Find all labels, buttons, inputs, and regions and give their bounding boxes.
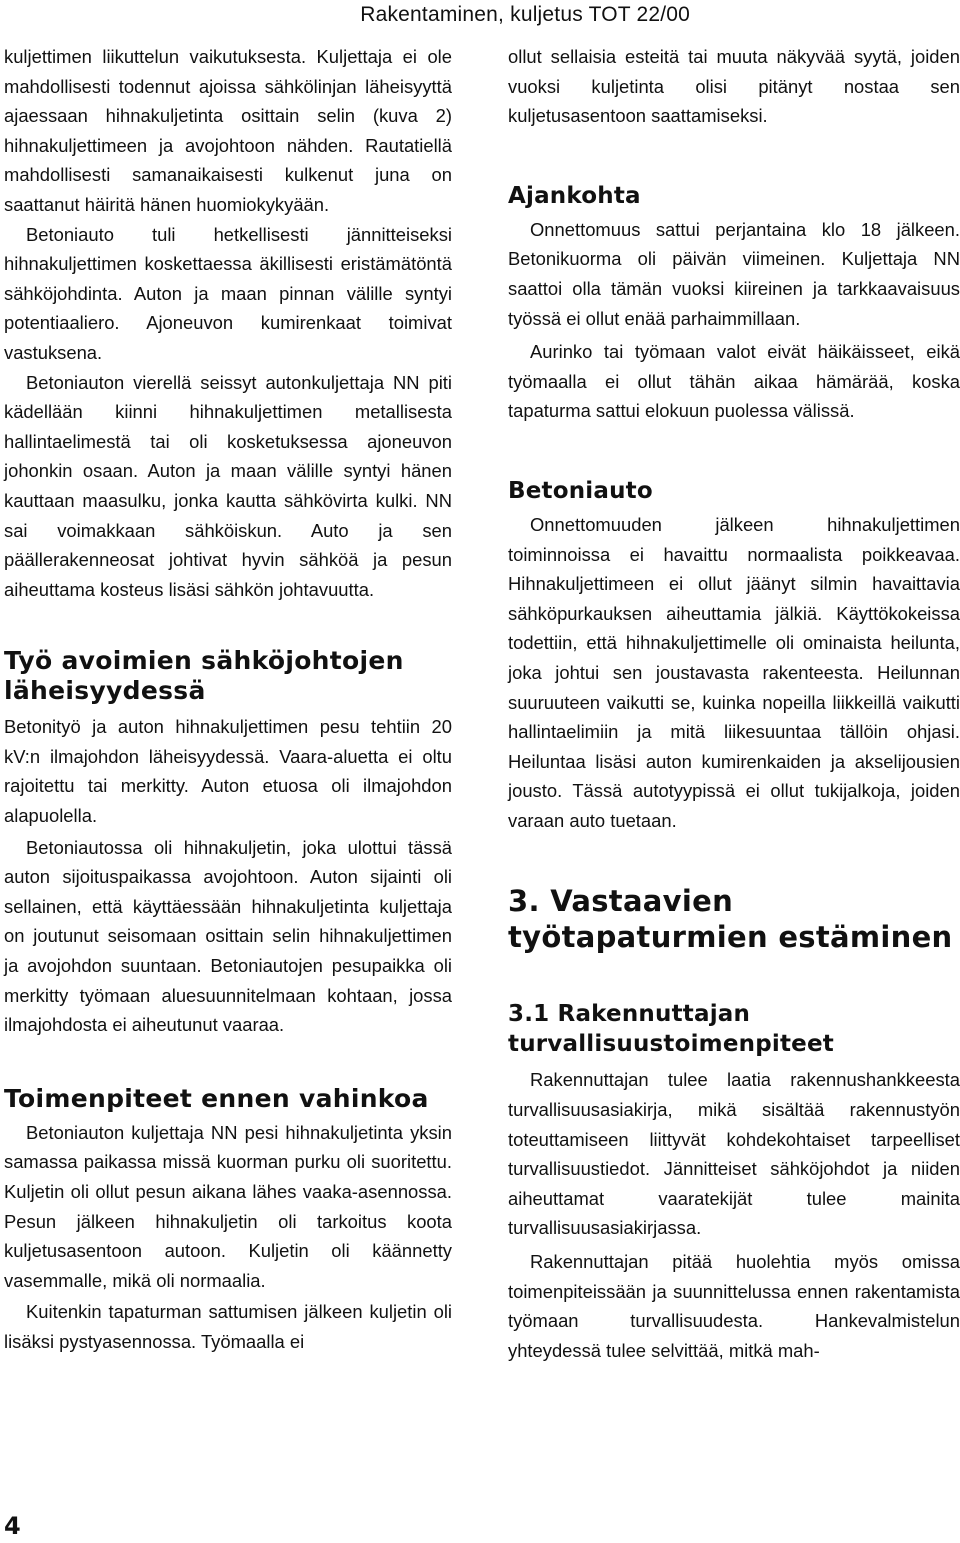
- paragraph: Betonityö ja auton hihnakuljettimen pesu tehtiin 20 kV:n ilmajohdon läheisyydessä. Vaara-aluetta ei oltu rajoitettu tai merkitty. Auton etuosa oli ilmajohdon alapuolella.: [4, 716, 452, 827]
- paragraph: Rakennuttajan tulee laatia rakennushankkeesta turvallisuusasiakirja, mikä sisältää rakennustyön toteuttamiseen liittyvät kohdekohtaiset tarpeelliset turvallisuustiedot. Jännitteiset sähköjohdot ja niiden aiheuttamat vaaratekijät tulee mainita turvallisuusasiakirjassa.: [508, 1069, 960, 1239]
- heading-tyo-avoimien: Työ avoimien sähköjohtojen läheisyydessä: [4, 646, 404, 706]
- paragraph: Rakennuttajan pitää huolehtia myös omissa toimenpiteissään ja suunnittelussa ennen rakentamista työmaan turvallisuudesta. Hankevalmistelun yhteydessä tulee selvittää, mitkä mah-: [508, 1251, 960, 1361]
- paragraph: ollut sellaisia esteitä tai muuta näkyvää syytä, joiden vuoksi kuljetinta olisi pitänyt nostaa sen kuljetusasentoon saattamiseksi.: [508, 46, 960, 127]
- heading-toimenpiteet: Toimenpiteet ennen vahinkoa: [4, 1083, 429, 1113]
- left-column: [4, 42, 452, 1357]
- heading-section-3-1: 3.1 Rakennuttajan turvallisuustoimenpiteet: [508, 1001, 834, 1058]
- heading-section-3: 3. Vastaavien työtapaturmien estäminen: [508, 884, 953, 955]
- paragraph: Betoniauton kuljettaja NN pesi hihnakuljetinta yksin samassa paikassa missä kuorman purku oli suoritettu. Kuljetin oli ollut pesun aikana lähes vaaka-asennossa. Pesun jälkeen hihnakuljetin oli tarkoitus koota kuljetusasentoon autoon. Kuljetin oli käännetty vasemmalle, mikä oli normaalia.: [4, 1121, 452, 1291]
- heading-betoniauto: Betoniauto: [508, 477, 653, 504]
- paragraph: Betoniauton vierellä seissyt autonkuljettaja NN piti kädellään kiinni hihnakuljettimen metallisesta hallintaelimestä tai oli kosketuksessa ajoneuvon johonkin osaan. Auton ja maan välille syntyi hänen kauttaan maasulku, jonka kautta sähkövirta kulki. NN sai voimakkaan sähköiskun. Auto ja sen päällerakenneosat johtivat hyvin sähköä ja pesun aiheuttama kosteus lisäsi sähkön johtavuutta.: [4, 371, 452, 600]
- heading-ajankohta: Ajankohta: [508, 182, 641, 209]
- right-column: [508, 42, 960, 1365]
- paragraph: Onnettomuuden jälkeen hihnakuljettimen toiminnoissa ei havaittu normaalista poikkeavaa. Hihnakuljettimeen ei ollut jäänyt silmin havaittavia sähköpurkauksen aiheuttamia jälkiä. Käyttökokeissa todettiin, että hihnakuljettimelle oli ominaista heilunta, joka johtui sen joustavasta rakenteesta. Heilunnan suuruuteen vaikutti se, kuinka nopeilla liikkeillä vaikutti hallintaelimiin ja mitä liikesuuntaa tällöin ohjasi. Heiluntaa lisäsi auton kumirenkaiden ja akselijousien jousto. Tässä autotyypissä ei ollut tukijalkoja, joiden varaan auto tuetaan.: [508, 513, 960, 831]
- running-header: Rakentaminen, kuljetus TOT 22/00: [360, 3, 690, 26]
- page-number: 4: [4, 1512, 21, 1540]
- paragraph: Kuitenkin tapaturman sattumisen jälkeen kuljetin oli lisäksi pystyasennossa. Työmaalla ei: [4, 1301, 452, 1352]
- paragraph: Betoniautossa oli hihnakuljetin, joka ulottui tässä auton sijoituspaikassa avojohtoon. Auton sijainti oli sellainen, että käyttäessään hihnakuljetinta kuljettaja on joutunut seisomaan osittain selin hihnakuljettimen ja avojohdon suuntaan. Betoniautojen pesupaikka oli merkitty työmaan aluesuunnitelmaan kohtaan, jossa ilmajohdosta ei aiheutunut vaaraa.: [4, 836, 452, 1036]
- paragraph: Aurinko tai työmaan valot eivät häikäisseet, eikä työmaalla ei ollut tähän aikaa hämärää, koska tapaturma sattui elokuun puolessa välissä.: [508, 341, 960, 422]
- paragraph: Onnettomuus sattui perjantaina klo 18 jälkeen. Betonikuorma oli päivän viimeinen. Kuljettaja NN saattoi olla tämän vuoksi kiireinen ja tarkkaavaisuus työssä ei ollut enää parhaimmillaan.: [508, 218, 960, 329]
- paragraph: kuljettimen liikuttelun vaikutuksesta. Kuljettaja ei ole mahdollisesti todennut ajoissa sähkölinjan läheisyyttä ajaessaan hihnakuljetinta osittain selin (kuva 2) hihnakuljettimeen ja avojohtoon nähden. Rautatiellä mahdollisesti samanaikaisesti kulkenut juna on saattanut häiritä hänen huomiokykyään.: [4, 46, 452, 215]
- paragraph: Betoniauto tuli hetkellisesti jännitteiseksi hihnakuljettimen koskettaessa äkillisesti eristämätöntä sähköjohdinta. Auton ja maan pinnan välille syntyi potentiaaliero. Ajoneuvon kumirenkaat toimivat vastuksena.: [4, 223, 452, 363]
